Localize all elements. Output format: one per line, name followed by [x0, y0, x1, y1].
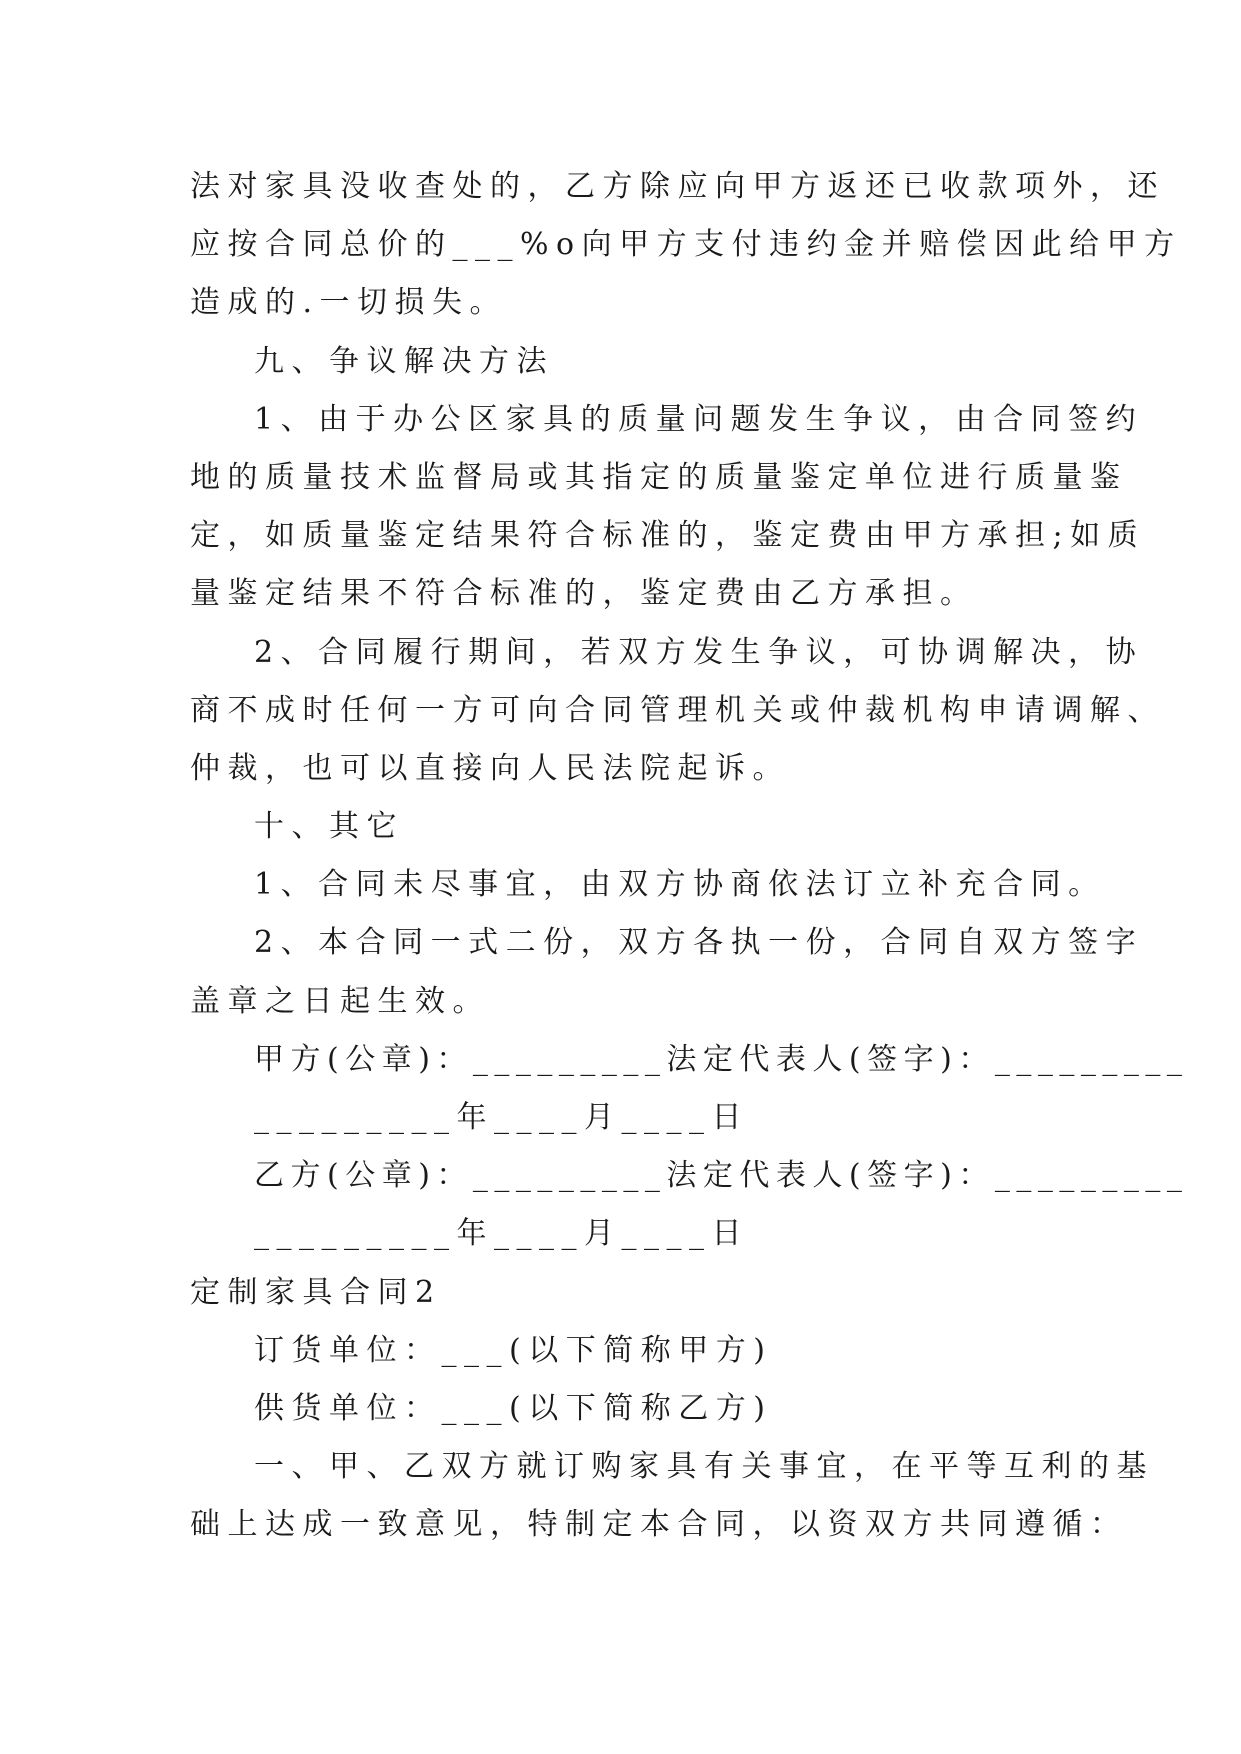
document-line: 定，如质量鉴定结果符合标准的，鉴定费由甲方承担;如质: [190, 518, 1146, 554]
document-line: 础上达成一致意见，特制定本合同，以资双方共同遵循：: [190, 1507, 1128, 1543]
document-line: 法对家具没收查处的，乙方除应向甲方返还已收款项外，还: [190, 169, 1165, 204]
document-line: 量鉴定结果不符合标准的，鉴定费由乙方承担。: [190, 576, 978, 612]
document-line: _________年____月____日: [254, 1100, 749, 1135]
document-line: _________年____月____日: [254, 1216, 749, 1252]
document-line: 应按合同总价的___%o向甲方支付违约金并赔偿因此给甲方: [190, 227, 1182, 263]
document-line: 仲裁，也可以直接向人民法院起诉。: [190, 750, 790, 786]
document-line: 甲方(公章)：_________法定代表人(签字)：_________: [254, 1041, 1189, 1077]
document-line: 定制家具合同2: [190, 1274, 442, 1310]
document-line: 乙方(公章)：_________法定代表人(签字)：_________: [254, 1158, 1189, 1194]
document-line: 一、甲、乙双方就订购家具有关事宜，在平等互利的基: [254, 1449, 1154, 1485]
document-line: 九、争议解决方法: [254, 343, 554, 379]
document-line: 造成的.一切损失。: [190, 285, 508, 321]
document-line: 盖章之日起生效。: [190, 983, 490, 1019]
document-line: 1、由于办公区家具的质量问题发生争议，由合同签约: [254, 401, 1144, 437]
document-line: 供货单位：___(以下简称乙方): [254, 1390, 773, 1426]
document-line: 商不成时任何一方可向合同管理机关或仲裁机构申请调解、: [190, 692, 1165, 728]
document-body: [190, 158, 1189, 1555]
document-line: 地的质量技术监督局或其指定的质量鉴定单位进行质量鉴: [190, 459, 1128, 495]
document-line: 2、本合同一式二份，双方各执一份，合同自双方签字: [254, 925, 1144, 961]
document-line: 十、其它: [254, 809, 404, 845]
document-line: 2、合同履行期间，若双方发生争议，可协调解决，协: [254, 634, 1144, 670]
document-line: 订货单位：___(以下简称甲方): [254, 1332, 773, 1368]
document-line: 1、合同未尽事宜，由双方协商依法订立补充合同。: [254, 867, 1106, 903]
